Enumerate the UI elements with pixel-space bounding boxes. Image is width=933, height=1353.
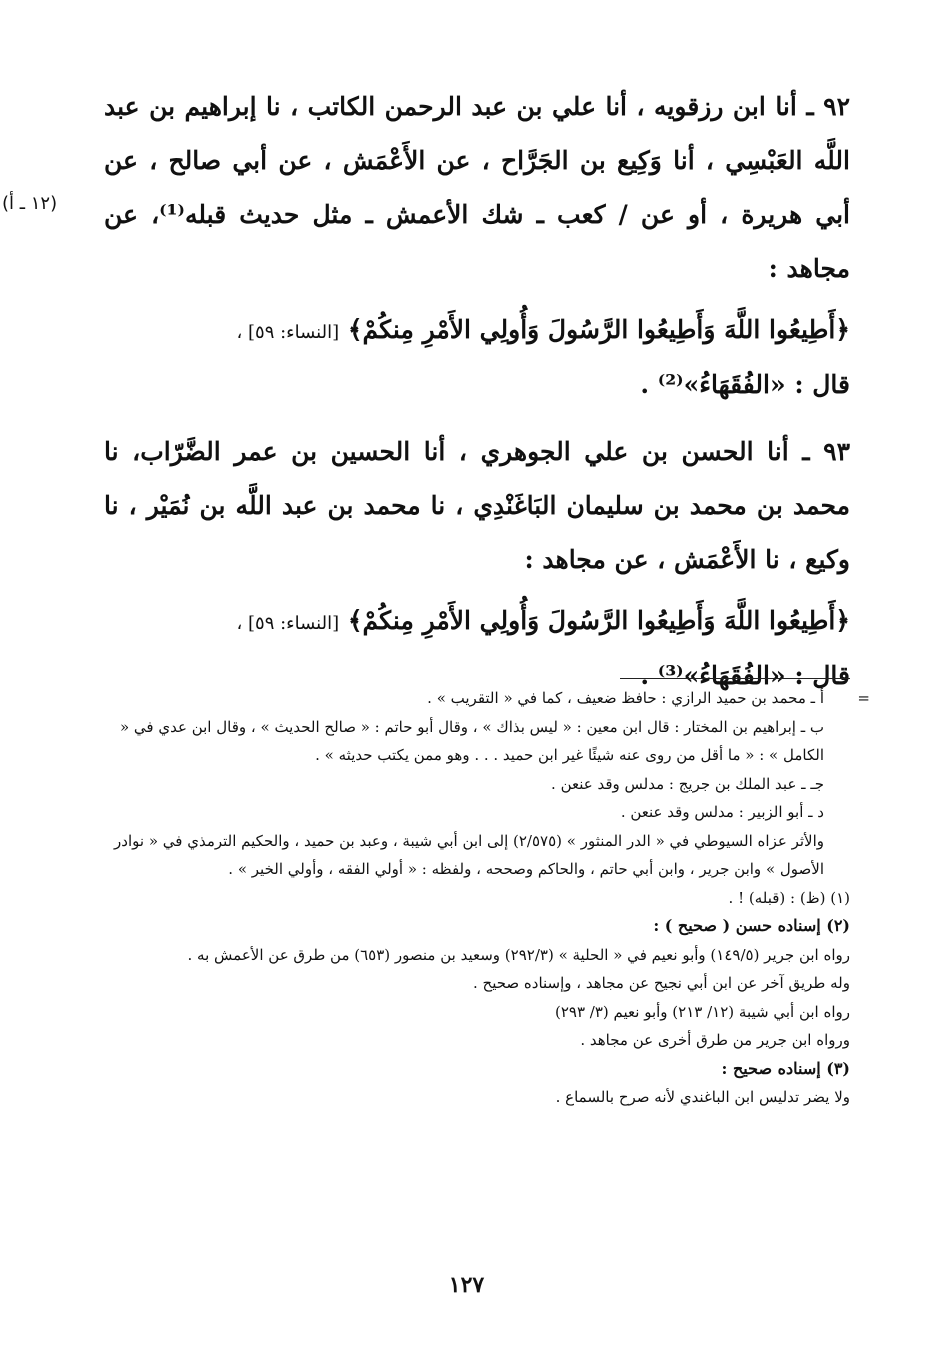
footnote-line: د ـ أبو الزبير : مدلس وقد عنعن . xyxy=(620,803,824,821)
hadith-92-text: ٩٢ ـ أنا ابن رزقويه ، أنا علي بن عبد الرحمن الكاتب ، نا إبراهيم بن عبد اللَّه العَبْسِي ، أنا وَكِيع بن الجَرَّاح ، عن الأَعْمَش ، عن أبي صالح ، عن أبي هريرة ، أو عن / كعب ـ شك الأعمش ـ مثل حديث قبله⁽¹⁾، عن مجاهد : xyxy=(104,92,851,283)
main-text xyxy=(104,80,850,702)
footnote-divider xyxy=(620,678,850,679)
footnote-line: رواه ابن أبي شيبة (١٢/ ٢١٣) وأبو نعيم (٣/ ٢٩٣) xyxy=(554,1002,850,1021)
verse-reference: [النساء: ٥٩] ، xyxy=(236,613,340,634)
footnote-line: ورواه ابن جرير من طرق أخرى عن مجاهد . xyxy=(580,1031,850,1049)
manuscript-folio-marker: (١٢ ـ أ) xyxy=(2,193,58,214)
hadith-92-quran-quote xyxy=(104,304,850,411)
footnote-line: رواه ابن جرير (١٤٩/٥) وأبو نعيم في « الحلية » (٢٩٢/٣) وسعيد بن منصور (٦٥٣) من طرق عن الأعمش به . xyxy=(187,945,850,964)
footnote-line: ب ـ إبراهيم بن المختار : قال ابن معين : « ليس بذاك » ، وقال أبو حاتم : « صالح الحديث » ، وقال ابن عدي في « الكامل » : « ما أقل من روى عنه شيئًا غير ابن حميد . . . وهو ممن يكتب حديثه » . xyxy=(119,717,824,764)
hadith-93-saying: قال : «الفُقَهَاءُ»⁽³⁾ . xyxy=(640,661,850,690)
footnote-line: جـ ـ عبد الملك بن جريج : مدلس وقد عنعن . xyxy=(551,774,824,793)
footnote-2-heading: (٢) إسناده حسن ( صحيح ) : xyxy=(653,916,850,935)
footnote-line: ولا يضر تدليس ابن الباغندي لأنه صرح بالسماع . xyxy=(555,1088,850,1106)
verse-reference: [النساء: ٥٩] ، xyxy=(236,322,340,343)
footnote-line: والأثر عزاه السيوطي في « الدر المنثور » (٢/٥٧٥) إلى ابن أبي شيبة ، وعبد بن حميد ، والحكيم الترمذي في « نوادر الأصول » وابن جرير ، وابن أبي حاتم ، والحاكم وصححه ، ولفظه : « أولي الفقه ، وأولي الخير » . xyxy=(114,831,824,878)
hadith-92-saying: قال : «الفُقَهَاءُ»⁽²⁾ . xyxy=(640,370,850,399)
footnote-1: (١) (ظ) : (قبله) ! . xyxy=(728,888,850,907)
footnote-3-heading: (٣) إسناده صحيح : xyxy=(721,1058,850,1078)
quran-verse: ﴿أَطِيعُوا اللَّهَ وَأَطِيعُوا الرَّسُولَ وَأُولِي الأَمْرِ مِنكُمْ﴾ xyxy=(347,315,850,344)
footnote-line: أ ـ محمد بن حميد الرازي : حافظ ضعيف ، كما في « التقريب » . xyxy=(427,689,824,707)
quran-verse: ﴿أَطِيعُوا اللَّهَ وَأَطِيعُوا الرَّسُولَ وَأُولِي الأَمْرِ مِنكُمْ﴾ xyxy=(347,606,850,635)
footnotes xyxy=(104,684,870,1112)
hadith-93-text: ٩٣ ـ أنا الحسن بن علي الجوهري ، أنا الحسين بن عمر الضَّرّاب، نا محمد بن محمد بن سليمان البَاغَنْدِي ، نا محمد بن عبد اللَّه بن نُمَيْر ، نا وكيع ، نا الأَعْمَش ، عن مجاهد : xyxy=(104,437,850,574)
continuation-mark: = xyxy=(857,689,870,707)
page-number: ١٢٧ xyxy=(448,1272,485,1298)
footnote-line: وله طريق آخر عن ابن أبي نجيح عن مجاهد ، وإسناده صحيح . xyxy=(472,974,850,992)
